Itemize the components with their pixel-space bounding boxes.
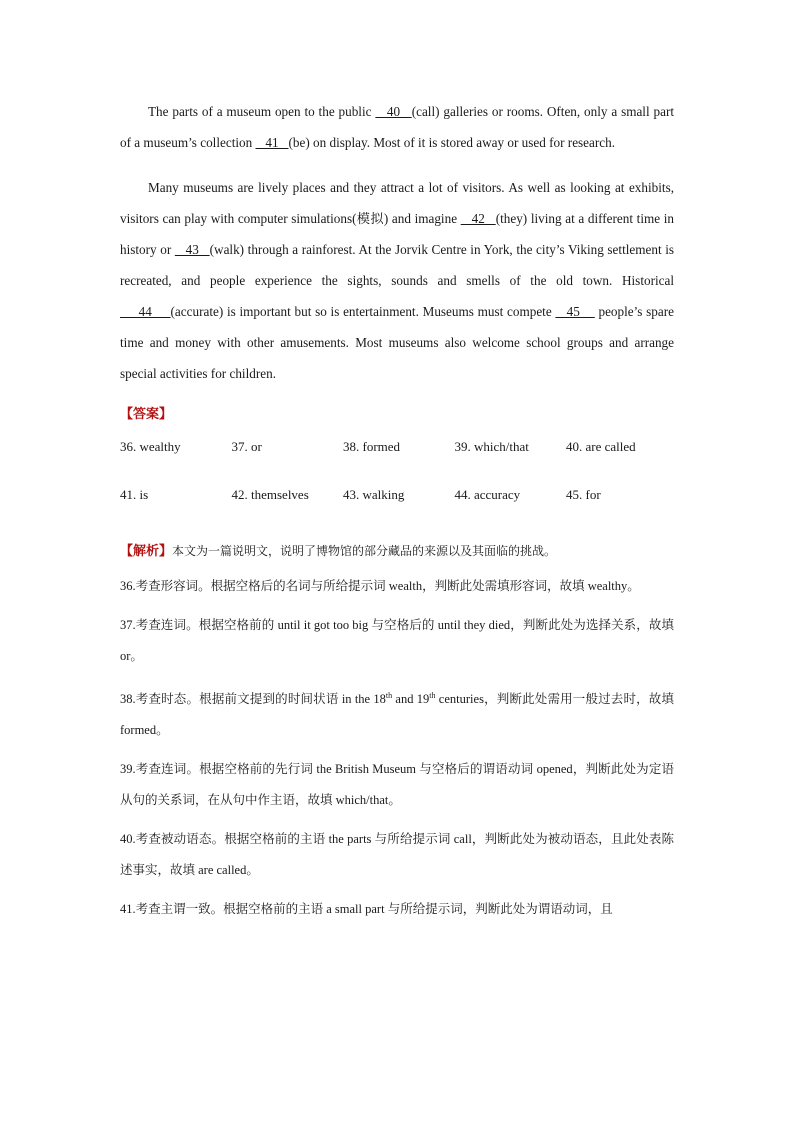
analysis-intro-text: 本文为一篇说明文，说明了博物馆的部分藏品的来源以及其面临的挑战。 <box>172 544 557 558</box>
note-38-sup: th <box>429 691 436 700</box>
blank-44: 44 <box>120 304 171 319</box>
note-40: 40.考查被动语态。根据空格前的主语 the parts 与所给提示词 call，判断此处为被动语态，且此处表陈述事实，故填 are called。 <box>120 832 674 878</box>
blank-41: 41 <box>255 135 289 150</box>
blank-42: 42 <box>460 211 496 226</box>
answer-item: 42. themselves <box>231 487 309 502</box>
passage-paragraph-2 <box>120 172 674 389</box>
note-41: 41.考查主谓一致。根据空格前的主语 a small part 与所给提示词，判断此处为谓语动词，且 <box>120 902 613 917</box>
passage-text: (call) galleries or rooms. Often, only a small part of a museum’s collection <box>120 104 674 150</box>
answer-item: 37. or <box>231 439 262 454</box>
passage-text: Many museums are lively places and they attract a lot of visitors. As well as looking at exhibits, visitors can play with computer simulations(模拟) and imagine <box>120 180 674 226</box>
note-39: 39.考查连词。根据空格前的先行词 the British Museum 与空格后的谓语动词 opened，判断此处为定语从句的关系词，在从句中作主语，故填 which/that。 <box>120 762 674 808</box>
answer-label: 【答案】 <box>120 407 173 422</box>
note-38-text: and 19 <box>392 692 430 707</box>
answer-item: 39. which/that <box>454 439 529 454</box>
note-38-sup: th <box>385 691 393 700</box>
note-38-text: 38.考查时态。根据前文提到的时间状语 in the 18 <box>120 692 386 707</box>
analysis-section <box>120 540 674 925</box>
answer-grid <box>120 432 674 528</box>
note-37: 37.考查连词。根据空格前的 until it got too big 与空格后的 until they died，判断此处为选择关系，故填 or。 <box>120 618 674 663</box>
note-38-text: centuries，判断此处需用一般过去时，故填 formed。 <box>120 692 674 738</box>
passage-paragraph-1 <box>120 96 674 158</box>
answer-item: 40. are called <box>566 439 636 454</box>
note-36: 36.考查形容词。根据空格后的名词与所给提示词 wealth，判断此处需填形容词，故填 wealthy。 <box>120 579 640 593</box>
document-page <box>120 96 674 933</box>
passage-text: (accurate) is important but so is entertainment. Museums must compete <box>170 304 552 319</box>
passage-text: (they) living at a different time in history or <box>120 211 675 257</box>
passage-text: (walk) through a rainforest. At the Jorvik Centre in York, the city’s Viking settlement is recreated, and people experience the sights, sounds and smells of the old town. Historical <box>120 242 675 288</box>
answer-item: 41. is <box>120 487 149 502</box>
answer-row <box>120 432 674 480</box>
answer-item: 44. accuracy <box>454 487 521 502</box>
blank-45: 45 <box>555 304 595 319</box>
passage-text: (be) on display. Most of it is stored away or used for research. <box>288 135 616 150</box>
passage-text: people’s spare time and money with other amusements. Most museums also welcome school groups and arrange special activities for children. <box>120 304 674 381</box>
blank-40: 40 <box>375 104 412 119</box>
answer-item: 43. walking <box>343 487 405 502</box>
passage-text: The parts of a museum open to the public <box>148 104 372 119</box>
note-38 <box>120 680 674 746</box>
answer-item: 36. wealthy <box>120 439 181 454</box>
blank-43: 43 <box>174 242 210 257</box>
analysis-intro <box>120 540 674 563</box>
answer-item: 38. formed <box>343 439 401 454</box>
analysis-label: 【解析】 <box>120 544 173 559</box>
answer-item: 45. for <box>566 487 601 502</box>
answer-row <box>120 480 674 528</box>
